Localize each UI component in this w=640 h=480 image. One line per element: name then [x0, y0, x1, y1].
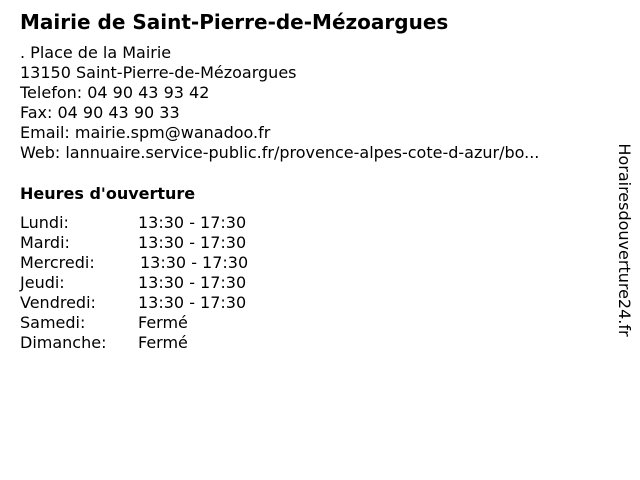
day-label: Lundi: [20, 213, 69, 232]
email-line: Email: mairie.spm@wanadoo.fr [20, 123, 271, 142]
fax-line: Fax: 04 90 43 90 33 [20, 103, 180, 122]
day-label: Vendredi: [20, 293, 96, 312]
address-street: . Place de la Mairie [20, 43, 172, 62]
hours-value: 13:30 - 17:30 [138, 273, 247, 292]
hours-value: 13:30 - 17:30 [138, 293, 247, 312]
hours-value: Fermé [138, 333, 188, 352]
address-city: 13150 Saint-Pierre-de-Mézoargues [20, 63, 297, 82]
hours-value: 13:30 - 17:30 [140, 253, 249, 272]
day-label: Mercredi: [20, 253, 95, 272]
hours-heading: Heures d'ouverture [20, 184, 196, 203]
brand-watermark: Horairesdouverture24.fr [615, 143, 634, 337]
day-label: Dimanche: [20, 333, 107, 352]
hours-value: 13:30 - 17:30 [138, 213, 247, 232]
day-label: Jeudi: [20, 273, 65, 292]
phone-line: Telefon: 04 90 43 93 42 [20, 83, 210, 102]
page-title: Mairie de Saint-Pierre-de-Mézoargues [20, 10, 449, 34]
website-line: Web: lannuaire.service-public.fr/provence-alpes-cote-d-azur/bo... [20, 143, 540, 162]
day-label: Mardi: [20, 233, 70, 252]
hours-value: 13:30 - 17:30 [138, 233, 247, 252]
day-label: Samedi: [20, 313, 86, 332]
contact-block [20, 43, 539, 163]
hours-value: Fermé [138, 313, 188, 332]
